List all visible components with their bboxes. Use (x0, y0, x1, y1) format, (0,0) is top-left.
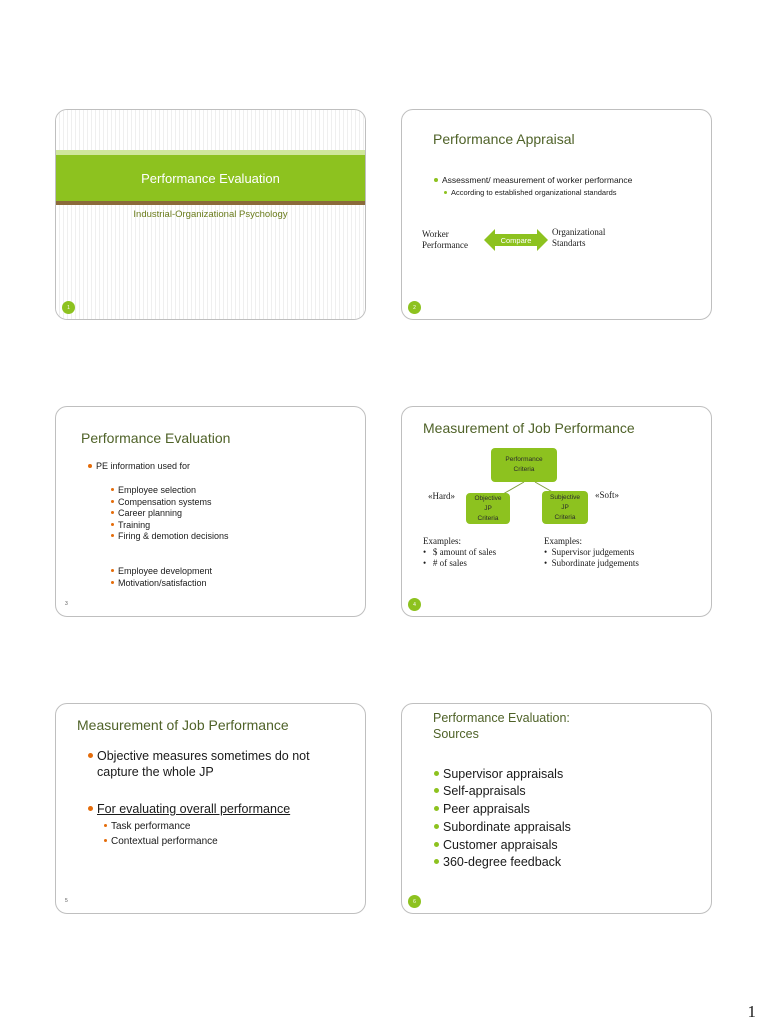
objective-criteria-node: Objective JP Criteria (466, 493, 510, 524)
list-item: Employee development (111, 566, 212, 578)
bullet-dot-icon (88, 464, 92, 468)
list-item: Task performance (104, 820, 190, 834)
subjective-criteria-node: Subjective JP Criteria (542, 491, 588, 524)
subjective-examples (544, 536, 639, 569)
bullet-dot-icon (104, 839, 107, 842)
slide-6-title: Performance Evaluation: Sources (433, 711, 570, 741)
bullet-dot-icon (434, 859, 439, 864)
slide-2-title: Performance Appraisal (433, 131, 575, 147)
list-item: • Subordinate judgements (544, 558, 639, 568)
list-item: Customer appraisals (434, 837, 558, 853)
bullet-dot-icon (111, 511, 114, 514)
sub-bullet-dot-icon (444, 191, 447, 194)
bullet-dot-icon (434, 788, 439, 793)
bullet-dot-icon (111, 569, 114, 572)
slide-3 (55, 406, 366, 617)
bullet-dot-icon (111, 488, 114, 491)
slide-number: 5 (65, 898, 68, 904)
slide-1-subtitle: Industrial-Organizational Psychology (133, 209, 288, 220)
soft-label: «Soft» (595, 490, 620, 500)
slide-5-title: Measurement of Job Performance (77, 717, 289, 733)
slide-6 (401, 703, 712, 914)
bullet-dot-icon (434, 178, 438, 182)
list-item: Employee selection (111, 485, 196, 497)
bullet-dot-icon (88, 806, 93, 811)
list-item: Training (111, 520, 150, 532)
slide-3-title: Performance Evaluation (81, 430, 231, 446)
examples-title: Examples: (544, 536, 582, 546)
list-item: Supervisor appraisals (434, 766, 563, 782)
slide-number-badge: 6 (408, 895, 421, 908)
slide-5-bullet-1: Objective measures sometimes do not capture the whole JP (88, 748, 310, 780)
list-item: • $ amount of sales (423, 547, 497, 557)
list-item: Career planning (111, 508, 182, 520)
slide-number-badge: 2 (408, 301, 421, 314)
compare-label: Compare (500, 236, 532, 245)
bullet-dot-icon (111, 523, 114, 526)
compare-double-arrow-icon (484, 228, 548, 252)
slide-1 (55, 109, 366, 320)
list-item: Self-appraisals (434, 783, 526, 799)
bullet-dot-icon (111, 500, 114, 503)
performance-criteria-node: Performance Criteria (491, 448, 557, 482)
examples-title: Examples: (423, 536, 461, 546)
title-band-underline (56, 201, 365, 205)
list-item: Contextual performance (104, 835, 218, 849)
list-item: Motivation/satisfaction (111, 578, 207, 590)
slide-1-title: Performance Evaluation (56, 155, 365, 201)
bullet-dot-icon (88, 753, 93, 758)
list-item: • # of sales (423, 558, 467, 568)
bullet-dot-icon (111, 581, 114, 584)
diagram-left-label: Worker Performance (422, 229, 468, 250)
list-item: • Supervisor judgements (544, 547, 635, 557)
slide-number-badge: 4 (408, 598, 421, 611)
list-item: Peer appraisals (434, 801, 530, 817)
slide-4 (401, 406, 712, 617)
bullet-dot-icon (434, 824, 439, 829)
list-item: 360-degree feedback (434, 854, 561, 870)
list-item: Compensation systems (111, 497, 212, 509)
list-item: Firing & demotion decisions (111, 531, 229, 543)
slide-number-badge: 1 (62, 301, 75, 314)
bullet-dot-icon (434, 806, 439, 811)
list-item: Subordinate appraisals (434, 819, 571, 835)
slide-2 (401, 109, 712, 320)
diagram-right-label: Organizational Standarts (552, 227, 606, 248)
slide-2-sub-bullet: According to established organizational standards (444, 187, 617, 199)
bullet-dot-icon (434, 842, 439, 847)
bullet-dot-icon (104, 824, 107, 827)
page-number: 1 (747, 1002, 756, 1021)
objective-examples (423, 536, 496, 569)
slide-5 (55, 703, 366, 914)
slide-5-bullet-2: For evaluating overall performance (88, 801, 290, 817)
hard-label: «Hard» (428, 491, 455, 501)
slide-4-title: Measurement of Job Performance (423, 420, 635, 436)
bullet-dot-icon (434, 771, 439, 776)
bullet-dot-icon (111, 534, 114, 537)
slide-number: 3 (65, 601, 68, 607)
slide-3-bullet: PE information used for (88, 461, 190, 473)
slide-2-bullet: Assessment/ measurement of worker performance (434, 175, 632, 187)
